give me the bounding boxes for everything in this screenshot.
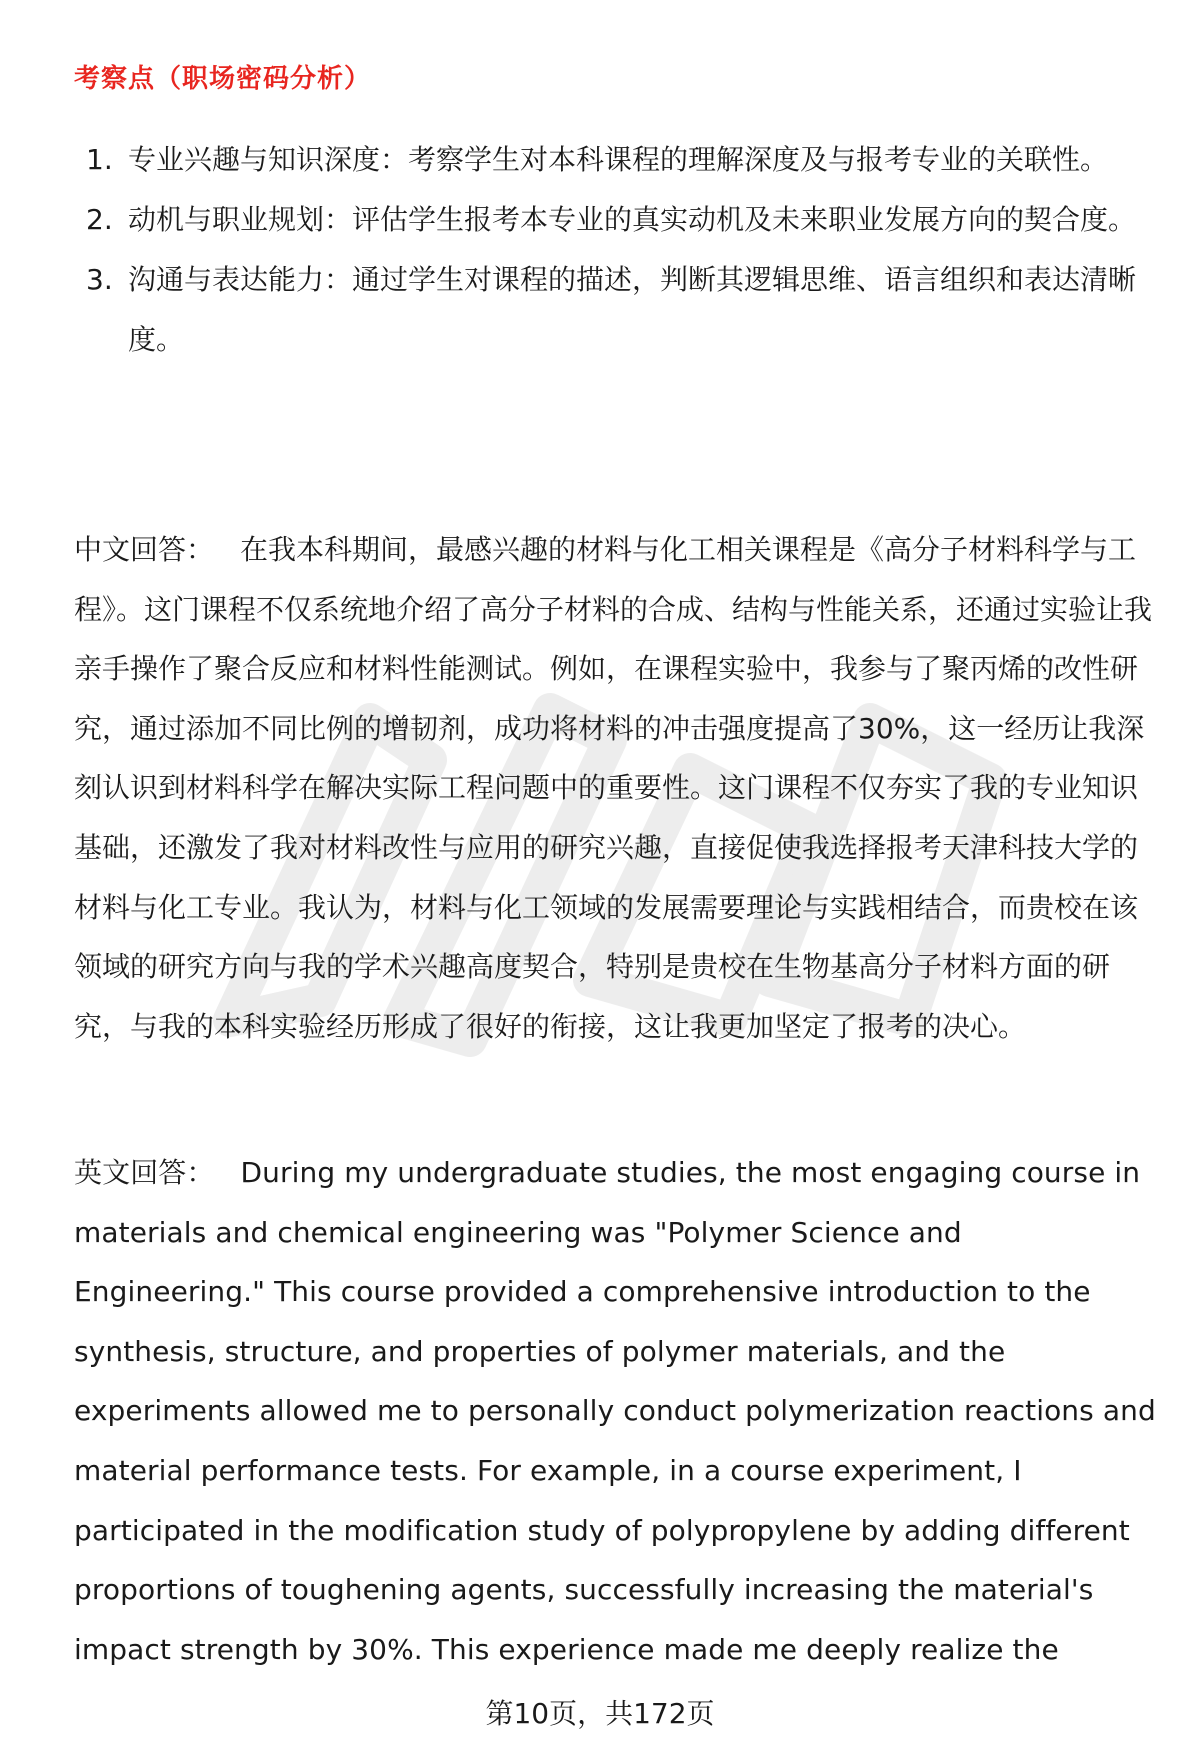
section-heading: 考察点（职场密码分析） [74,64,372,94]
list-item [74,130,1154,190]
list-item [74,250,1154,370]
chinese-answer-label: 中文回答： [74,533,215,566]
list-item-number: 1. [86,143,113,176]
page-number-footer: 第10页，共172页 [485,1697,715,1730]
list-item-text: 沟通与表达能力：通过学生对课程的描述，判断其逻辑思维、语言组织和表达清晰度。 [128,263,1137,356]
list-item-text: 动机与职业规划：评估学生报考本专业的真实动机及未来职业发展方向的契合度。 [128,203,1137,236]
list-item [74,190,1154,250]
chinese-answer-text: 在我本科期间，最感兴趣的材料与化工相关课程是《高分子材料科学与工程》。这门课程不仅系统地介绍了高分子材料的合成、结构与性能关系，还通过实验让我亲手操作了聚合反应和材料性能测试。例如，在课程实验中，我参与了聚丙烯的改性研究，通过添加不同比例的增韧剂，成功将材料的冲击强度提高了30%，这一经历让我深刻认识到材料科学在解决实际工程问题中的重要性。这门课程不仅夯实了我的专业知识基础，还激发了我对材料改性与应用的研究兴趣，直接促使我选择报考天津科技大学的材料与化工专业。我认为，材料与化工领域的发展需要理论与实践相结合，而贵校在该领域的研究方向与我的学术兴趣高度契合，特别是贵校在生物基高分子材料方面的研究，与我的本科实验经历形成了很好的衔接，这让我更加坚定了报考的决心。 [74,533,1153,1043]
assessment-points-list [74,130,1154,370]
english-answer-text: During my undergraduate studies, the most engaging course in materials and chemical engineering was "Polymer Science and Engineering." This course provided a comprehensive introduction to the synthesis, structure, and properties of polymer materials, and the experiments allowed me to personally conduct polymerization reactions and material performance tests. For example, in a course experiment, I participated in the modification study of polypropylene by adding different proportions of toughening agents, successfully increasing the material's impact strength by 30%. This experience made me deeply realize the [74,1156,1156,1666]
chinese-answer [74,520,1160,1056]
list-item-number: 3. [86,263,113,296]
list-item-number: 2. [86,203,113,236]
english-answer-label: 英文回答： [74,1156,215,1189]
english-answer [74,1143,1160,1679]
list-item-text: 专业兴趣与知识深度：考察学生对本科课程的理解深度及与报考专业的关联性。 [128,143,1109,176]
